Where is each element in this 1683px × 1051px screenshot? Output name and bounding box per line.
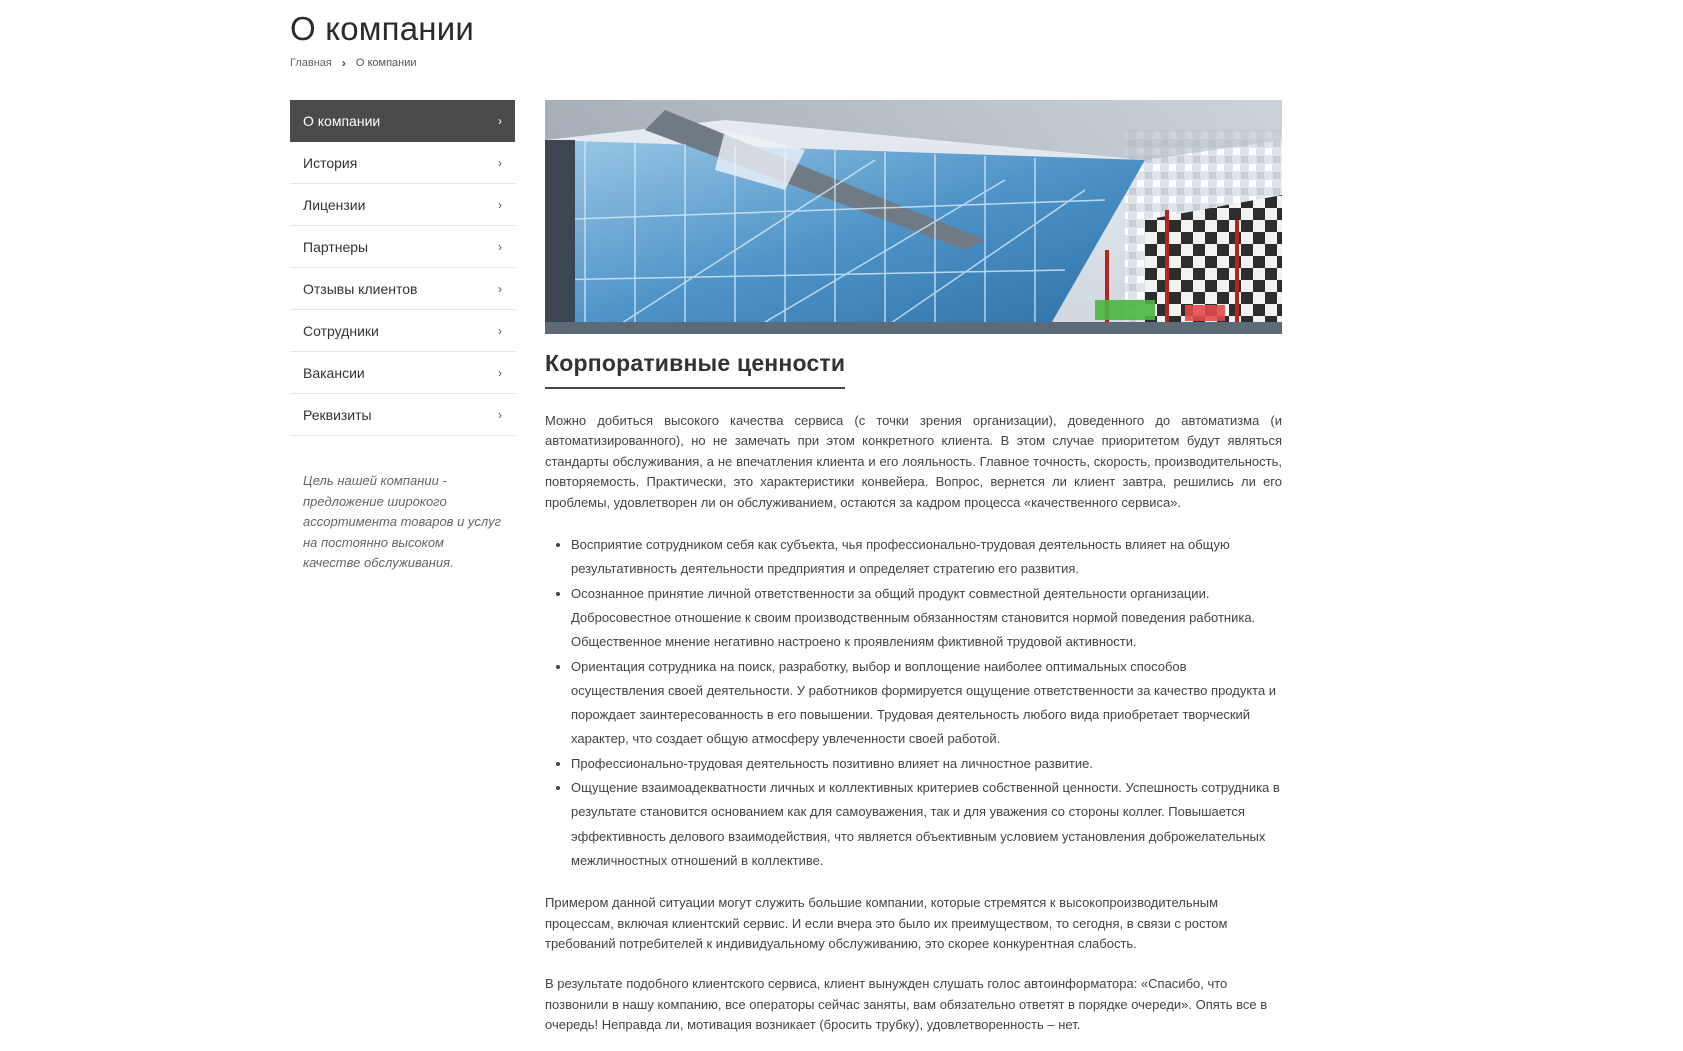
sidebar-item-label: Партнеры — [303, 238, 369, 255]
chevron-right-icon: › — [341, 56, 346, 70]
chevron-right-icon: › — [498, 113, 502, 128]
paragraph-example: Примером данной ситуации могут служить большие компании, которые стремятся к высокопроизводительным процессам, включая клиентский сервис. И если вчера это было их преимуществом, то сегодня, в связи с ростом требований потребителей к индивидуальному обслуживанию, это скорее конкурентная слабость. — [545, 895, 1228, 951]
sidebar-item-label: История — [303, 154, 358, 171]
page-title: О компании — [290, 10, 474, 47]
chevron-right-icon: › — [498, 239, 502, 254]
sidebar-item-requisites[interactable] — [290, 394, 515, 436]
sidebar-item-label: О компании — [303, 112, 381, 129]
values-list — [545, 533, 1282, 873]
sidebar-item-label: Сотрудники — [303, 322, 379, 339]
section-title: Корпоративные ценности — [545, 350, 845, 389]
sidebar-item-label: Лицензии — [303, 196, 366, 213]
sidebar-item-label: Реквизиты — [303, 406, 372, 423]
chevron-right-icon: › — [498, 323, 502, 338]
sidebar-item-vacancies[interactable] — [290, 352, 515, 394]
chevron-right-icon: › — [498, 155, 502, 170]
breadcrumb-home-link[interactable]: Главная — [290, 57, 332, 69]
sidebar-item-licenses[interactable] — [290, 184, 515, 226]
hero-image — [545, 100, 1282, 334]
chevron-right-icon: › — [498, 365, 502, 380]
breadcrumb — [290, 56, 417, 70]
intro-paragraph: Можно добиться высокого качества сервиса (с точки зрения организации), доведенного до автоматизма (и автоматизированного), но не замечать при этом конкретного клиента. В этом случае приоритетом будут являться стандарты обслуживания, а не впечатления клиента и его лояльность. Главное точность, скорость, производительность, повторяемость. Практически, это характеристики конвейера. Вопрос, вернется ли клиент завтра, решились ли его проблемы, удовлетворен ли он обслуживанием, остаются за кадром процесса «качественного сервиса». — [545, 413, 1282, 510]
list-item: • Осознанное принятие личной ответственности за общий продукт совместной деятельности организации. Добросовестное отношение к своим производственным обязанностям становится нормой поведения работника. Общественное мнение негативно настроено к проявлениям фиктивной трудовой активности. — [571, 582, 1282, 655]
sidebar-item-about[interactable] — [290, 100, 515, 142]
sidebar-item-label: Отзывы клиентов — [303, 280, 418, 297]
main-content — [545, 100, 1282, 1036]
list-item: • Восприятие сотрудником себя как субъекта, чья профессионально-трудовая деятельность влияет на общую результативность деятельности предприятия и определяет стратегию его развития. — [571, 533, 1282, 582]
chevron-right-icon: › — [498, 281, 502, 296]
sidebar-note: Цель нашей компании - предложение широкого ассортимента товаров и услуг на постоянно высоком качестве обслуживания. — [303, 473, 502, 570]
sidebar-item-label: Вакансии — [303, 364, 365, 381]
sidebar-item-history[interactable] — [290, 142, 515, 184]
list-item: • Ориентация сотрудника на поиск, разработку, выбор и воплощение наиболее оптимальных способов осуществления своей деятельности. У работников формируется ощущение ответственности за качество продукта и порождает заинтересованность в его повышении. Трудовая деятельность любого вида приобретает творческий характер, что создает общую атмосферу увлеченности своей работой. — [571, 655, 1282, 752]
list-item: • Профессионально-трудовая деятельность позитивно влияет на личностное развитие. — [571, 752, 1282, 776]
sidebar — [290, 100, 515, 574]
breadcrumb-current: О компании — [355, 57, 417, 69]
list-item: • Ощущение взаимоадекватности личных и коллективных критериев собственной ценности. Успешность сотрудника в результате становится основанием как для самоуважения, так и для уважения со стороны коллег. Повышается эффективность делового взаимодействия, что является объективным условием установления доброжелательных межличностных отношений в коллективе. — [571, 776, 1282, 873]
sidebar-item-employees[interactable] — [290, 310, 515, 352]
chevron-right-icon: › — [498, 407, 502, 422]
sidebar-item-reviews[interactable] — [290, 268, 515, 310]
paragraph-result: В результате подобного клиентского сервиса, клиент вынужден слушать голос автоинформатора: «Спасибо, что позвонили в нашу компанию, все операторы сейчас заняты, вам обязательно ответят в порядке очереди». Опять все в очередь! Неправда ли, мотивация возникает (бросить трубку), удовлетворенность – нет. — [545, 976, 1268, 1033]
chevron-right-icon: › — [498, 197, 502, 212]
sidebar-item-partners[interactable] — [290, 226, 515, 268]
